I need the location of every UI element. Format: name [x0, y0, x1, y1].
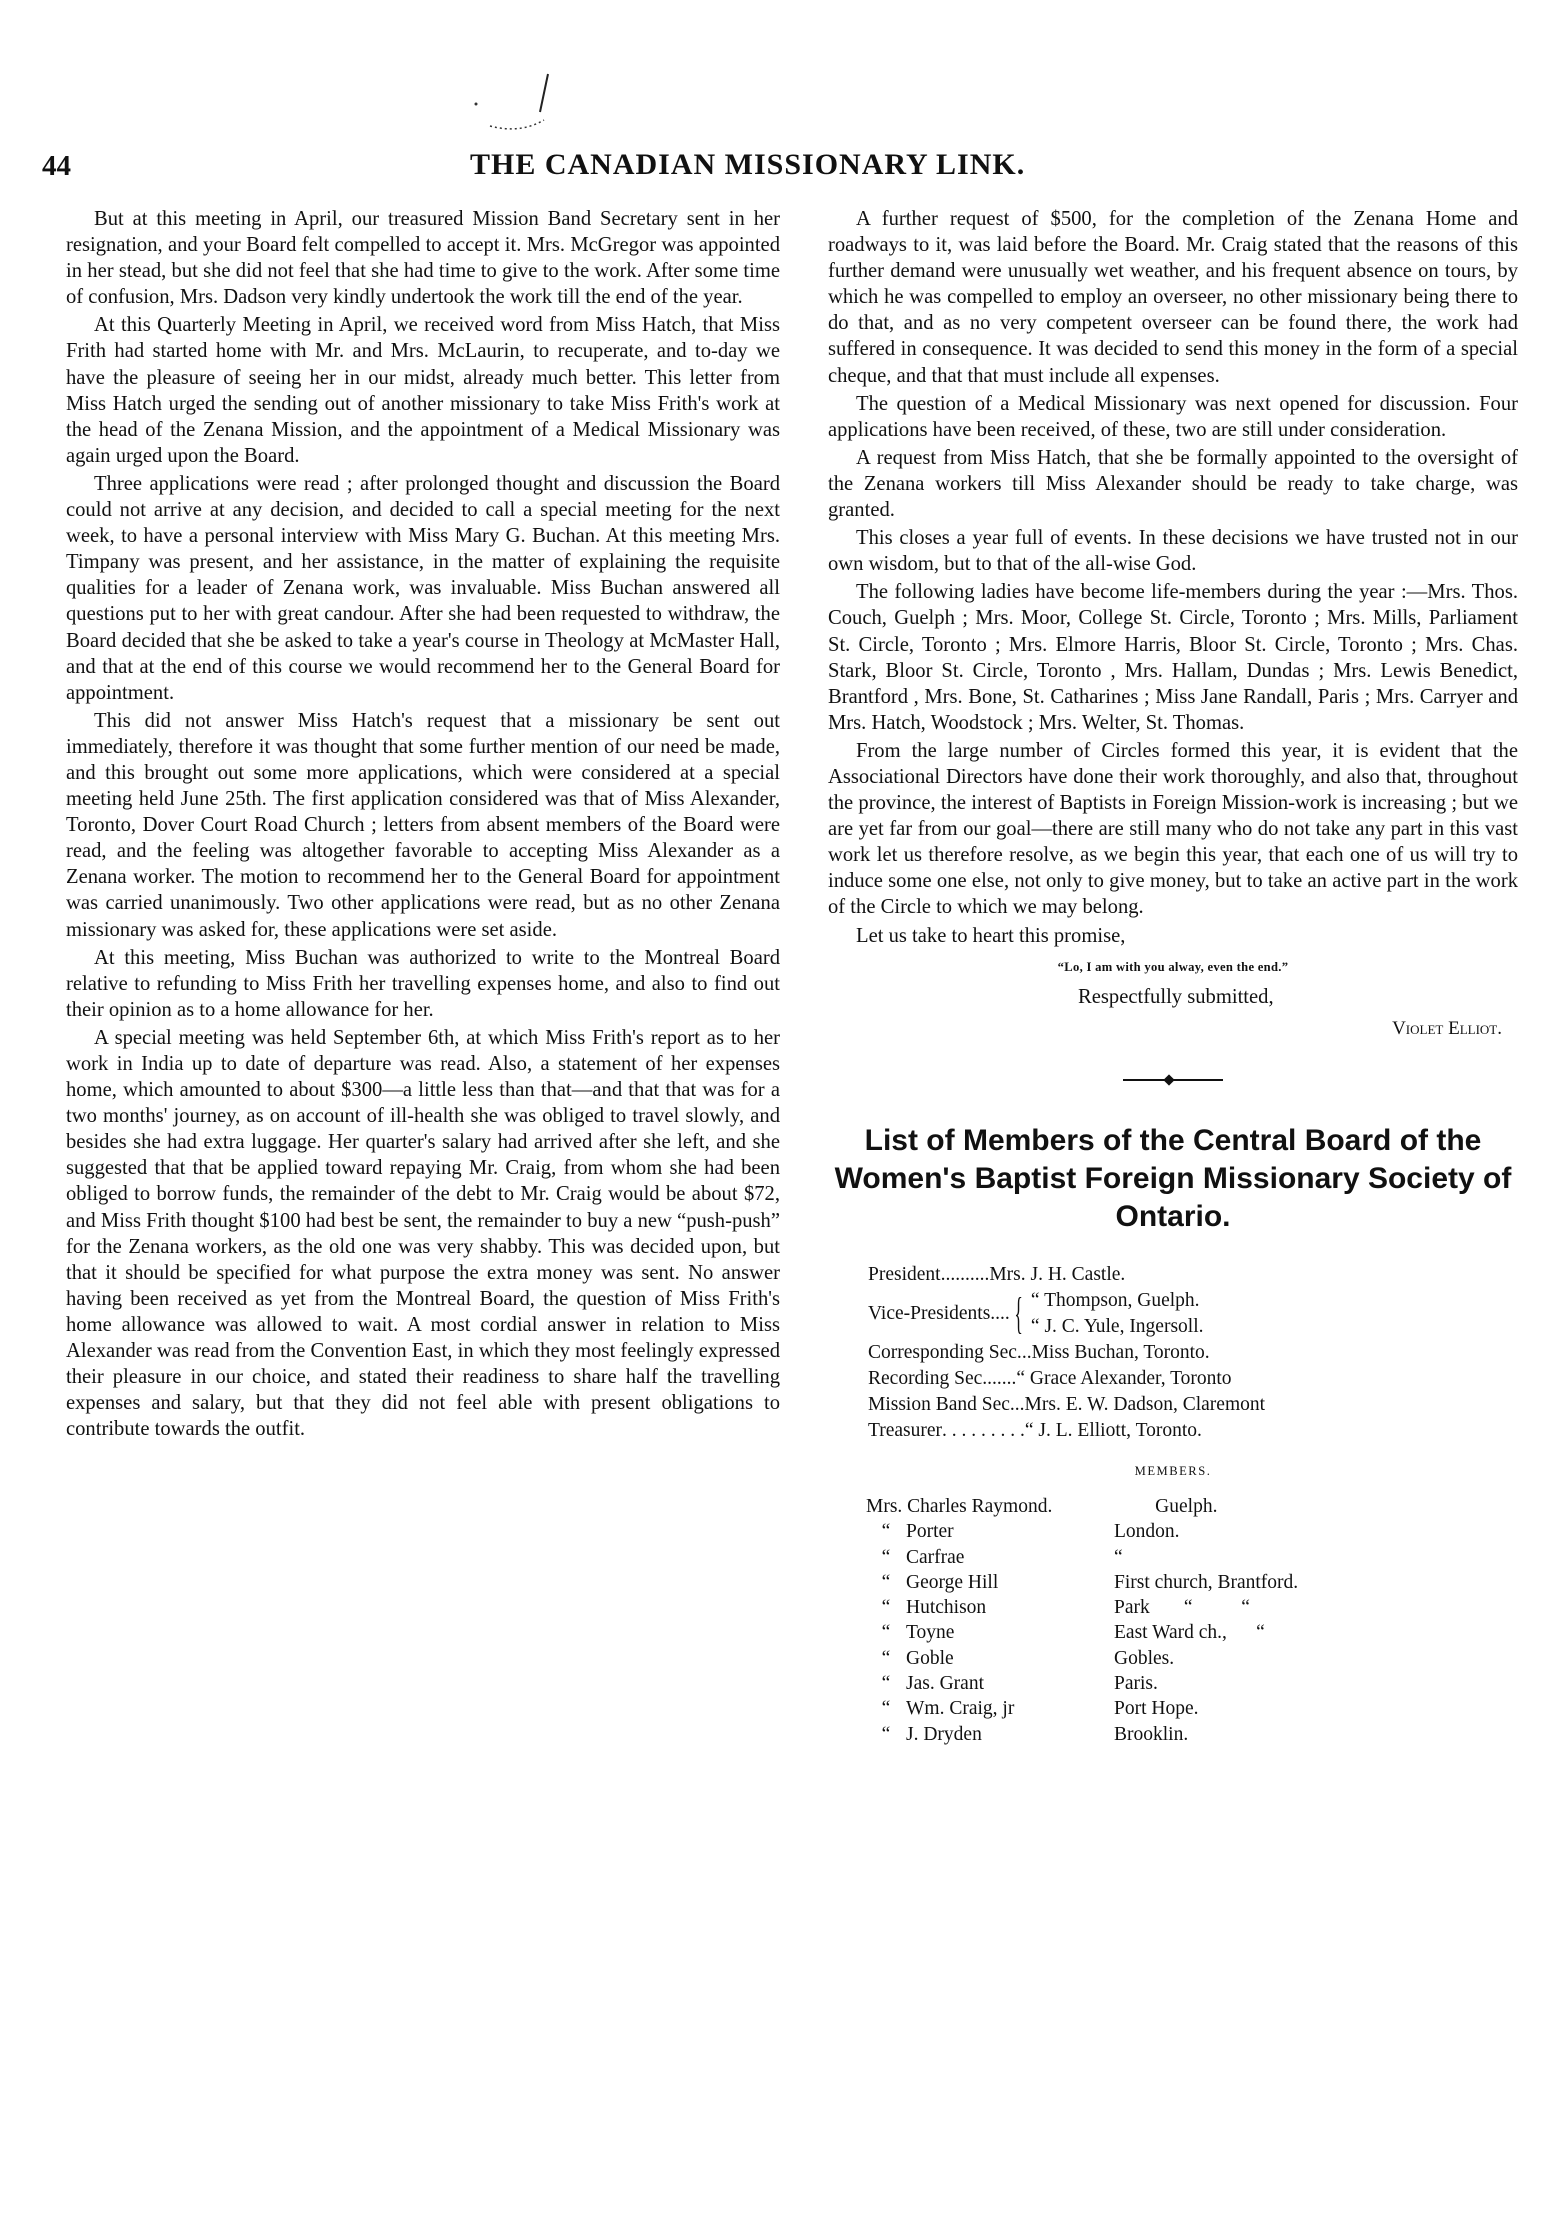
member-place: Gobles. — [1114, 1647, 1175, 1669]
officer-name: “ Grace Alexander, Toronto — [1016, 1367, 1232, 1389]
member-place: Park “ “ — [1114, 1597, 1250, 1619]
member-prefix: “ — [881, 1647, 891, 1669]
member-place: Paris. — [1114, 1673, 1158, 1695]
member-prefix: Mrs. — [866, 1496, 903, 1517]
officer-name: Mrs. E. W. Dadson, Claremont — [1024, 1393, 1266, 1415]
dot-leader: ...... — [987, 1367, 1017, 1389]
paragraph: A request from Miss Hatch, that she be formally appointed to the oversight of the Zenana workers till Miss Alexander should be ready to take charge, was granted. — [828, 446, 1518, 522]
board-list-heading: List of Members of the Central Board of the Women's Baptist Foreign Missionary Society of Ontario. — [834, 1123, 1512, 1233]
officer-role: Mission Band Sec. — [868, 1393, 1015, 1415]
member-row — [866, 1519, 1518, 1544]
paragraph: Three applications were read ; after prolonged thought and discussion the Board could not arrive at any decision, and decided to call a special meeting for the next week, to have a personal interview with Miss Mary G. Buchan. At this meeting Mrs. Timpany was present, and her assistance, in the matter of explaining the requisite qualities for a leader of Zenana work, was invaluable. Miss Buchan answered all questions put to her with great candour. After she had been requested to withdraw, the Board decided that she be asked to take a year's course in Theology at McMaster Hall, and that at the end of this course we would recommend her to the General Board for appointment. — [66, 472, 780, 704]
brace-glyph: { — [1014, 1288, 1023, 1338]
member-name: Charles Raymond. — [907, 1496, 1053, 1517]
member-place: London. — [1114, 1521, 1180, 1543]
paragraph: The question of a Medical Missionary was next opened for discussion. Four applications have been received, of these, two are still under consideration. — [828, 392, 1518, 441]
member-prefix: “ — [881, 1571, 891, 1593]
member-place: “ — [1114, 1546, 1123, 1568]
left-column — [66, 206, 780, 1442]
member-place: Brooklin. — [1114, 1723, 1189, 1745]
member-name: Porter — [906, 1521, 954, 1543]
stray-ink-marks — [470, 70, 610, 150]
member-row — [866, 1620, 1518, 1645]
officer-role: President — [868, 1263, 941, 1285]
page-number: 44 — [42, 150, 71, 182]
member-row — [866, 1570, 1518, 1595]
member-row — [866, 1646, 1518, 1671]
member-prefix: “ — [881, 1521, 891, 1543]
paragraph: This did not answer Miss Hatch's request that a missionary be sent out immediately, therefore it was thought that some further mention of our need be made, and this brought out some more applications, which were considered at a special meeting held June 25th. The first application considered was that of Miss Alexander, Toronto, Dover Court Road Church ; letters from absent members of the Board were read, and the feeling was altogether favorable to accepting Miss Alexander as a Zenana worker. The motion to recommend her to the General Board for appointment was carried unanimously. Two other applications were read, but as no other Zenana missionary was asked for, these applications were set aside. — [66, 709, 780, 941]
paragraph: But at this meeting in April, our treasured Mission Band Secretary sent in her resignation, and your Board felt compelled to accept it. Mrs. McGregor was appointed in her stead, but she did not feel that she had time to give to the work. After some time of confusion, Mrs. Dadson very kindly undertook the work till the end of the year. — [66, 208, 780, 309]
officer-president — [868, 1262, 1518, 1288]
paragraph: This closes a year full of events. In these decisions we have trusted not in our own wisdom, but to that of the all-wise God. — [828, 527, 1518, 576]
member-name: Carfrae — [906, 1546, 965, 1568]
officer-role: Treasurer — [868, 1419, 943, 1441]
officer-role: Recording Sec. — [868, 1367, 988, 1389]
officer-corresponding — [868, 1340, 1518, 1366]
officer-name: “ J. C. Yule, Ingersoll. — [1030, 1315, 1204, 1337]
dot-leader: .. — [1021, 1341, 1032, 1363]
member-row — [866, 1595, 1518, 1620]
paragraph: A special meeting was held September 6th, at which Miss Frith's report as to her work in India up to date of departure was read. Also, a statement of her expenses home, which amounted to about $300—a little less than that—and that that was for a two months' journey, as on account of ill-health she was obliged to travel slowly, and besides she had extra luggage. Her quarter's salary had arrived after she left, and she suggested that that be applied toward repaying Mr. Craig, from whom she had been obliged to borrow funds, the remainder of the debt to Mr. Craig would be about $72, and Miss Frith thought $100 had best be sent, the remainder to buy a new “push-push” for the Zenana workers, as the old one was very shabby. This was decided upon, but that it should be specified for what purpose the extra money was sent. No answer having been received as yet from the Montreal Board, the question of Miss Frith's home allowance was allowed to wait. A most cordial answer in relation to Miss Alexander was read from the Convention East, in which they most feelingly expressed their pleasure in our choice, and stated their readiness to share half the travelling expenses and salary, but that they did not feel able with present obligations to contribute towards the outfit. — [66, 1026, 780, 1441]
member-name: Wm. Craig, jr — [906, 1698, 1015, 1720]
paragraph: Let us take to heart this promise, — [856, 924, 1126, 947]
running-title: THE CANADIAN MISSIONARY LINK. — [470, 148, 1026, 181]
member-prefix: “ — [881, 1673, 891, 1695]
member-name: Hutchison — [906, 1597, 987, 1619]
member-name: Toyne — [906, 1622, 955, 1644]
officer-role: Corresponding Sec. — [868, 1341, 1022, 1363]
member-name: Goble — [906, 1647, 954, 1669]
member-row — [866, 1545, 1518, 1570]
paragraph: A further request of $500, for the completion of the Zenana Home and roadways to it, was laid before the Board. Mr. Craig stated that the reasons of this further demand were unusually wet weather, and his frequent absence on tours, by which he was compelled to employ an overseer, no other missionary being there to do that, and as no very competent overseer can be found there, the work had suffered in consequence. It was decided to send this money in the form of a special cheque, and that that must include all expenses. — [828, 208, 1518, 387]
member-name: George Hill — [906, 1571, 999, 1593]
officer-name: Mrs. J. H. Castle. — [989, 1263, 1126, 1285]
officers-list — [868, 1262, 1518, 1444]
officer-name: “ Thompson, Guelph. — [1030, 1289, 1200, 1311]
member-row — [866, 1494, 1518, 1519]
members-list — [866, 1494, 1518, 1747]
ornamental-rule — [1123, 1078, 1223, 1082]
officer-recording — [868, 1366, 1518, 1392]
dot-leader: . . . . . . . . . — [942, 1419, 1025, 1441]
paragraph: From the large number of Circles formed this year, it is evident that the Associational Directors have done their work thoroughly, and also that, throughout the province, the interest of Baptists in Foreign Mission-work is increasing ; but we are yet far from our goal—there are still many who do not take any part in this vast work let us therefore resolve, as we begin this year, that each one of us will try to induce some one else, not only to give money, but to take an active part in the work of the Circle to which we may belong. — [828, 739, 1518, 919]
member-row — [866, 1722, 1518, 1747]
member-name: J. Dryden — [906, 1723, 982, 1745]
members-label: MEMBERS. — [1134, 1463, 1212, 1478]
paragraph: At this meeting, Miss Buchan was authorized to write to the Montreal Board relative to refunding to Miss Frith her travelling expenses home, and also to find out their opinion as to a home allowance for her. — [66, 946, 780, 1021]
dot-leader: .... — [990, 1302, 1010, 1324]
member-row — [866, 1671, 1518, 1696]
signature: Violet Elliot. — [1392, 1017, 1502, 1039]
rule-diamond — [1163, 1074, 1174, 1085]
officer-name: Miss Buchan, Toronto. — [1031, 1341, 1210, 1363]
right-column — [828, 206, 1518, 1747]
member-row — [866, 1696, 1518, 1721]
member-prefix: “ — [881, 1546, 891, 1568]
member-name: Jas. Grant — [906, 1673, 984, 1695]
member-prefix: “ — [881, 1622, 891, 1644]
officer-role: Vice-Presidents — [868, 1302, 991, 1324]
member-prefix: “ — [881, 1698, 891, 1720]
member-prefix: “ — [881, 1723, 891, 1745]
dot-leader: .......... — [940, 1263, 990, 1285]
member-place: Port Hope. — [1114, 1698, 1199, 1720]
closing-line: Respectfully submitted, — [1078, 985, 1274, 1008]
officer-mission-band — [868, 1392, 1518, 1418]
paragraph: The following ladies have become life-members during the year :—Mrs. Thos. Couch, Guelph ; Mrs. Moor, College St. Circle, Toronto ; Mrs. Mills, Parliament St. Circle, Toronto ; Mrs. Elmore Harris, Bloor St. Circle, Toronto ; Mrs. Chas. Stark, Bloor St. Circle, Toronto , Mrs. Hallam, Dundas ; Mrs. Lewis Benedict, Brantford , Mrs. Bone, St. Catharines ; Miss Jane Randall, Paris ; Mrs. Carryer and Mrs. Hatch, Woodstock ; Mrs. Welter, St. Thomas. — [828, 581, 1518, 734]
paragraph: At this Quarterly Meeting in April, we received word from Miss Hatch, that Miss Frith had started home with Mr. and Mrs. McLaurin, to recuperate, and to-day we have the pleasure of seeing her in our midst, already much better. This letter from Miss Hatch urged the sending out of another missionary to take Miss Frith's work at the head of the Zenana Mission, and the appointment of a Medical Missionary was again urged upon the Board. — [66, 314, 780, 467]
dot-leader: .. — [1014, 1393, 1025, 1415]
officer-treasurer — [868, 1418, 1518, 1444]
vice-president-names — [1031, 1288, 1204, 1340]
member-place: East Ward ch., “ — [1114, 1622, 1265, 1644]
motto-quote: “Lo, I am with you alway, even the end.” — [1057, 959, 1289, 974]
officer-name: “ J. L. Elliott, Toronto. — [1024, 1419, 1202, 1441]
member-place: Guelph. — [1155, 1496, 1218, 1517]
officer-vice-presidents — [868, 1288, 1518, 1340]
member-place: First church, Brantford. — [1114, 1571, 1299, 1593]
member-prefix: “ — [881, 1597, 891, 1619]
